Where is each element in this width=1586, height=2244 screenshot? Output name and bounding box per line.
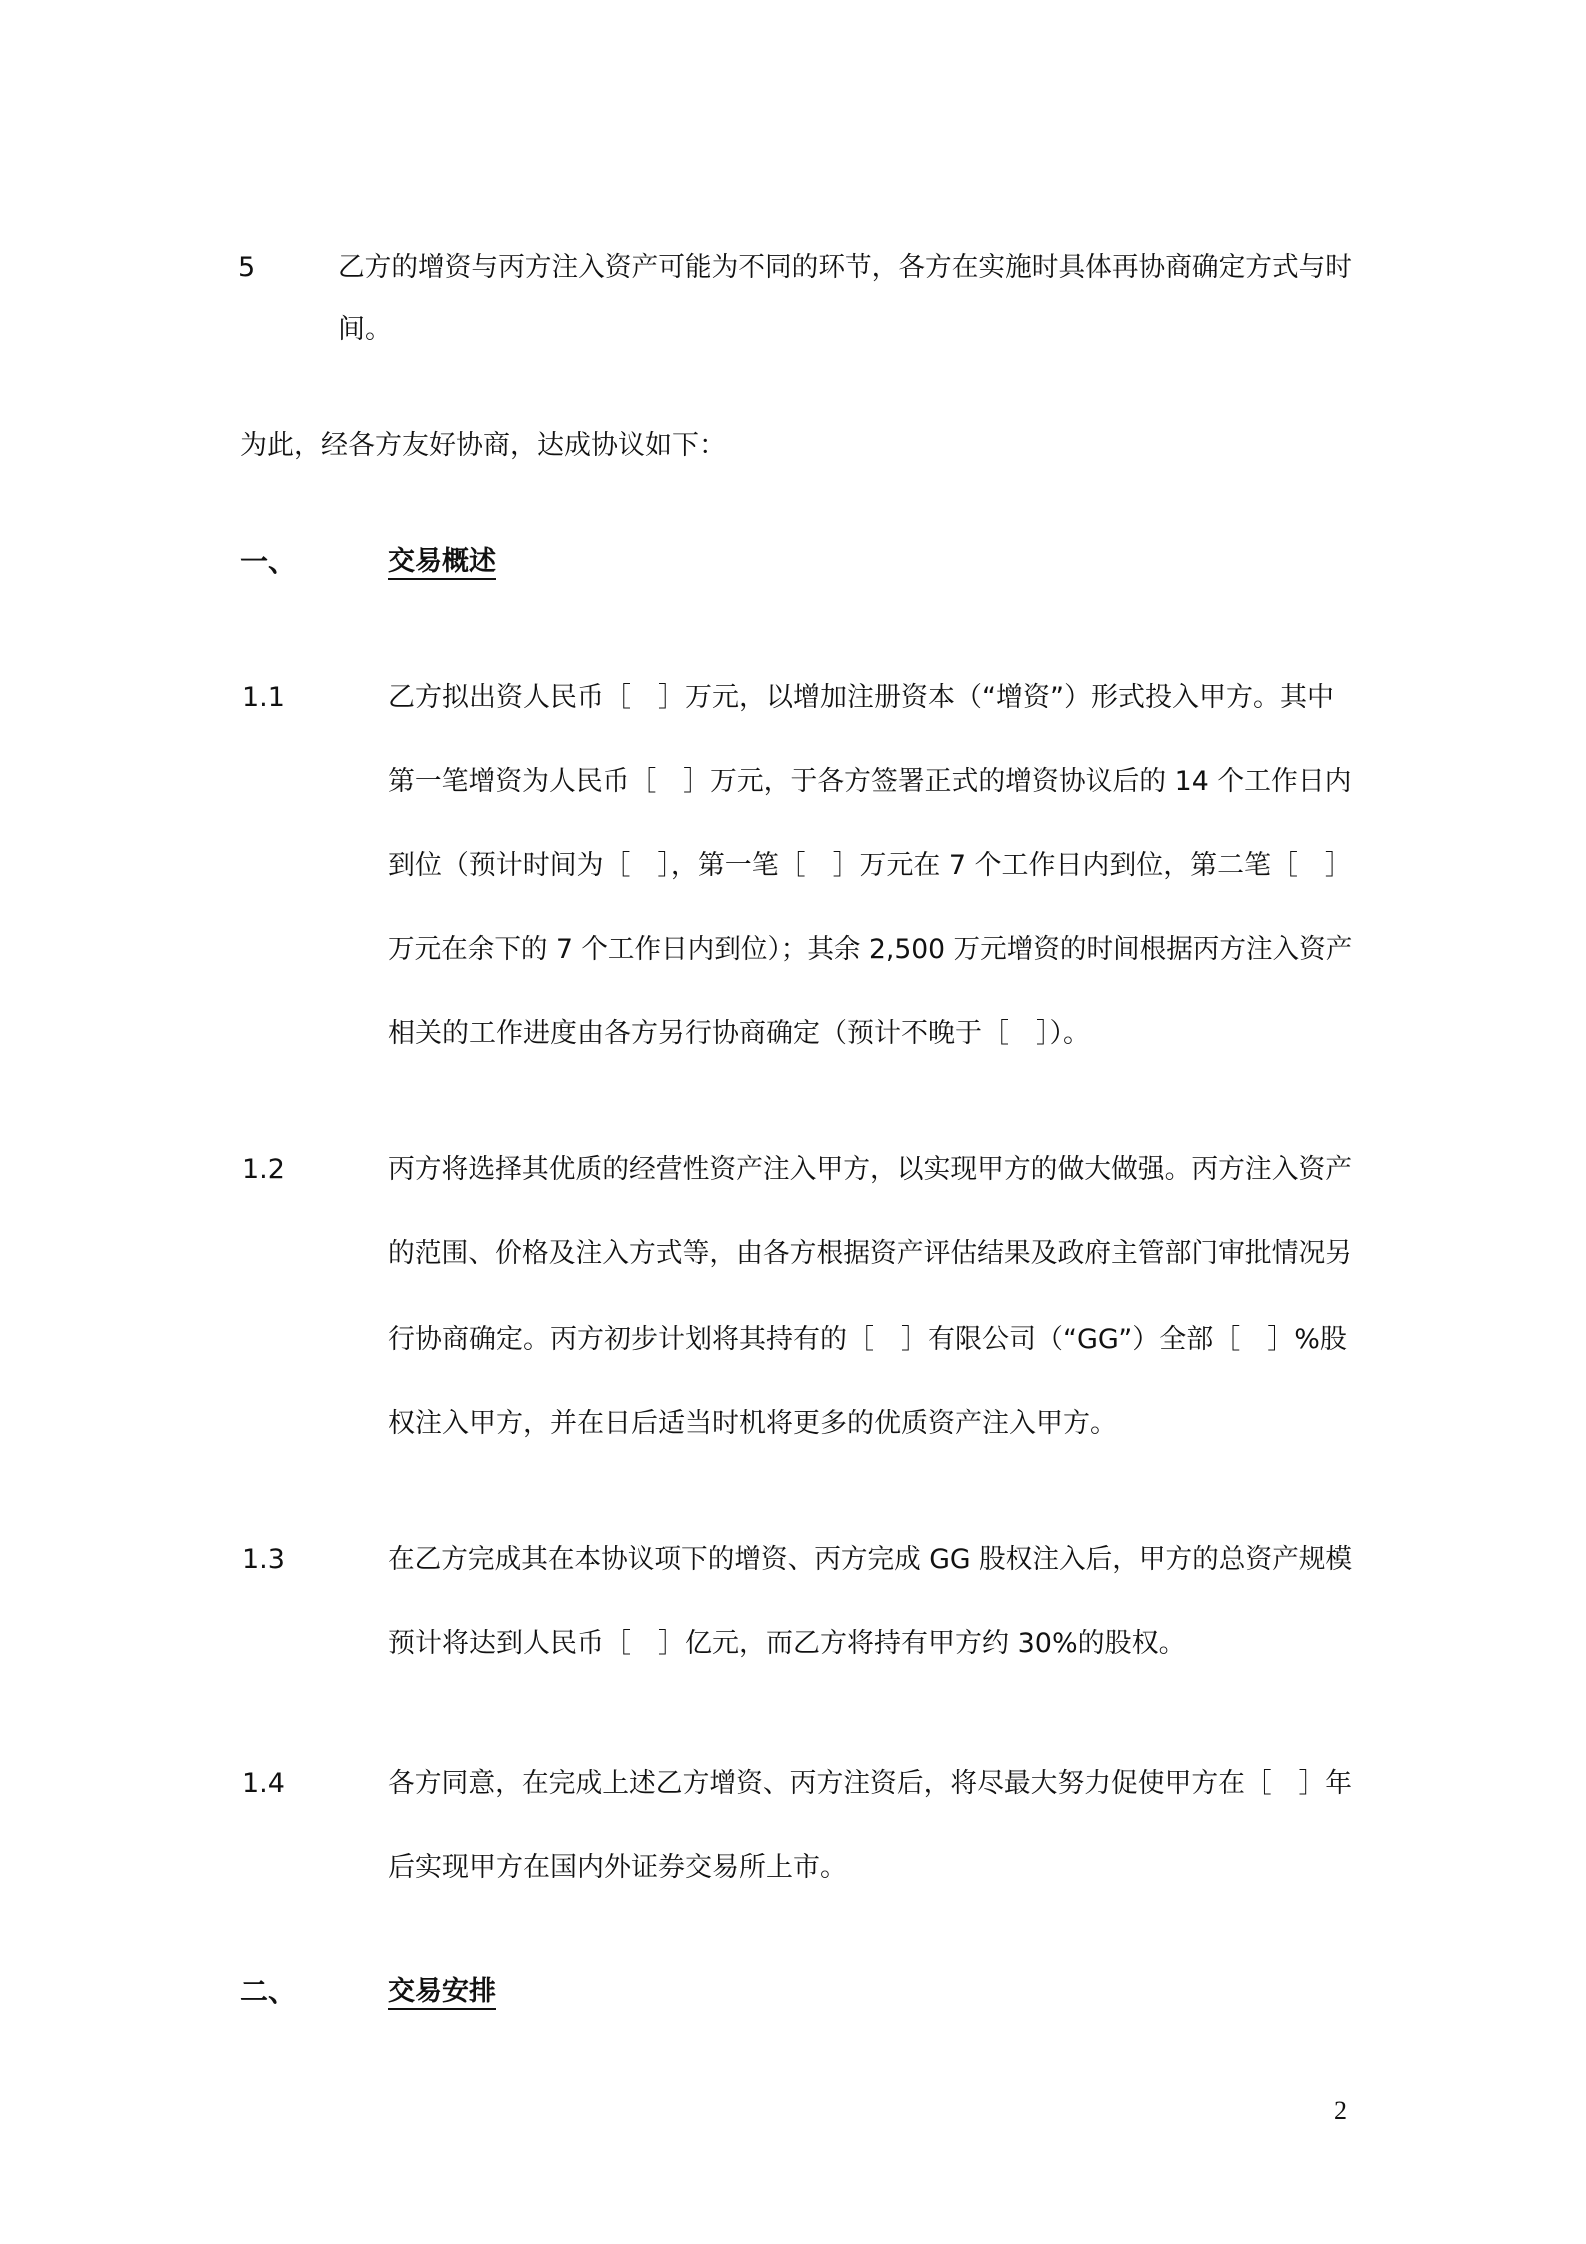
clause-line: 各方同意，在完成上述乙方增资、丙方注资后，将尽最大努力促使甲方在［ ］年 [388,1768,1353,1799]
clause-line: 后实现甲方在国内外证券交易所上市。 [388,1852,847,1883]
clause-number: 1.4 [242,1768,285,1799]
clause-line: 的范围、价格及注入方式等，由各方根据资产评估结果及政府主管部门审批情况另 [388,1238,1353,1269]
clause-line: 行协商确定。丙方初步计划将其持有的［ ］有限公司（“GG”）全部［ ］%股 [388,1324,1347,1355]
section-2-number: 二、 [240,1975,297,2008]
section-1-title: 交易概述 [388,546,496,577]
clause-line: 丙方将选择其优质的经营性资产注入甲方，以实现甲方的做大做强。丙方注入资产 [388,1154,1353,1185]
clause-number: 1.1 [242,682,285,713]
clause-line: 到位（预计时间为［ ］，第一笔［ ］万元在 7 个工作日内到位，第二笔［ ］ [388,850,1352,881]
preamble-text: 为此，经各方友好协商，达成协议如下： [240,430,726,461]
clause-line: 在乙方完成其在本协议项下的增资、丙方完成 GG 股权注入后，甲方的总资产规模 [388,1544,1353,1575]
clause-number: 1.3 [242,1544,285,1575]
recital-number: 5 [238,252,256,283]
recital-line: 间。 [338,314,392,345]
page-number: 2 [1334,2096,1347,2125]
recital-line: 乙方的增资与丙方注入资产可能为不同的环节，各方在实施时具体再协商确定方式与时 [338,252,1352,283]
clause-line: 万元在余下的 7 个工作日内到位）；其余 2,500 万元增资的时间根据丙方注入资产 [388,934,1353,965]
clause-line: 相关的工作进度由各方另行协商确定（预计不晚于［ ］）。 [388,1018,1090,1049]
clause-number: 1.2 [242,1154,285,1185]
section-1-number: 一、 [240,545,297,578]
section-2-title: 交易安排 [388,1976,496,2007]
clause-line: 乙方拟出资人民币［ ］万元，以增加注册资本（“增资”）形式投入甲方。其中 [388,682,1334,713]
clause-line: 权注入甲方，并在日后适当时机将更多的优质资产注入甲方。 [388,1408,1117,1439]
clause-line: 第一笔增资为人民币［ ］万元，于各方签署正式的增资协议后的 14 个工作日内 [388,766,1352,797]
clause-line: 预计将达到人民币［ ］亿元，而乙方将持有甲方约 30%的股权。 [388,1628,1186,1659]
